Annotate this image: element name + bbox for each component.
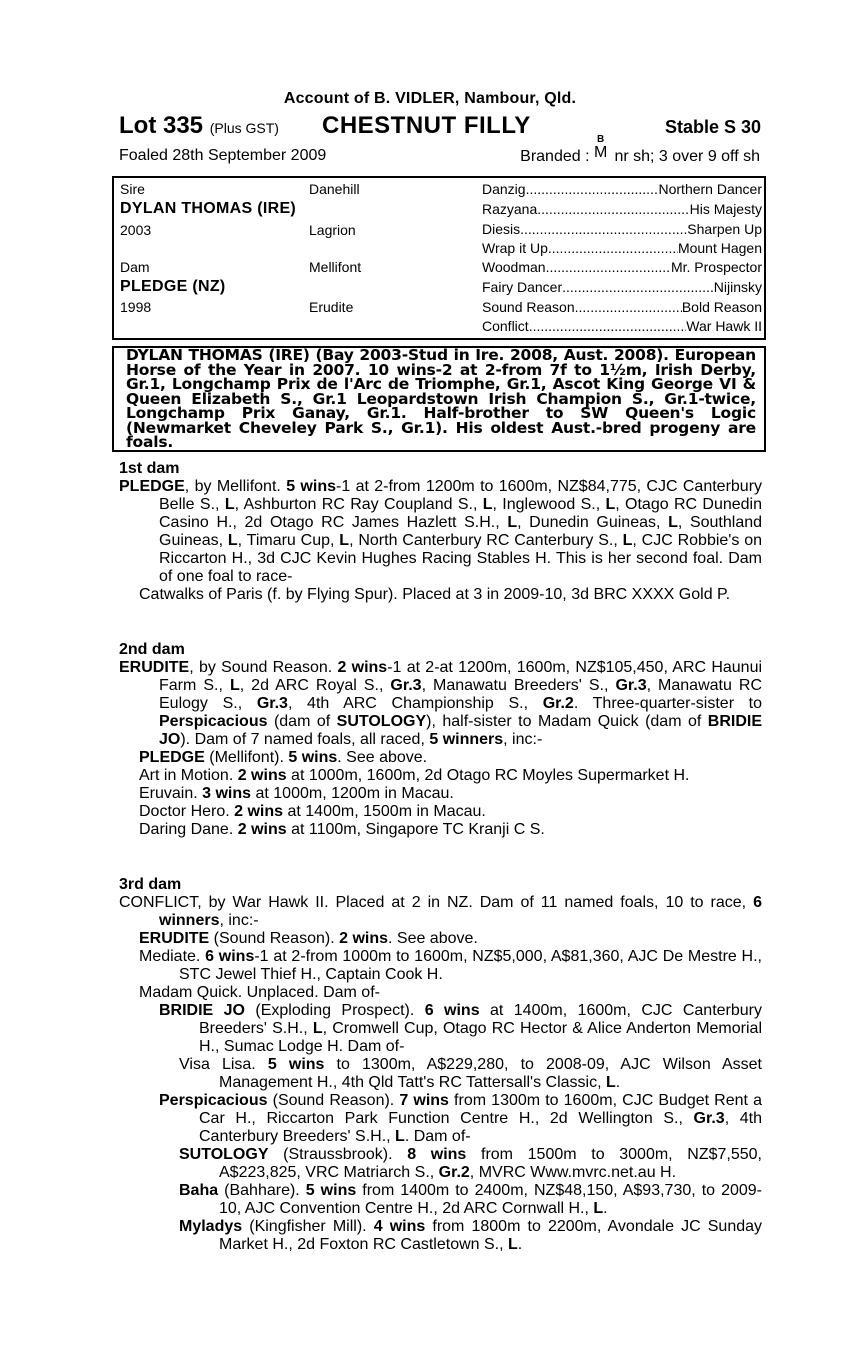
brand-description: Branded : B M nr sh; 3 over 9 off sh [520,134,760,165]
third-dam-great-grand-foal: Myladys (Kingfisher Mill). 4 wins from 1800m to 2200m, Avondale JC Sunday Market H., 2d Foxton RC Castletown S., L. [179,1218,763,1253]
second-dam-foal: Eruvain. 3 wins at 1000m, 1200m in Macau. [139,785,454,802]
dam-year: 1998 [120,299,152,315]
pedigree-table [112,176,766,340]
second-dam-record: ERUDITE, by Sound Reason. 2 wins-1 at 2-at 1200m, 1600m, NZ$105,450, ARC Haunui Farm S., L, 2d ARC Royal S., Gr.3, Manawatu Breeders' S., Gr.3, Manawatu RC Eulogy S., Gr.3, 4th ARC Championship S., Gr.2. Three-quarter-sister to Perspicacious (dam of SUTOLOGY), half-sister to Madam Quick (dam of BRIDIE JO). Dam of 7 named foals, all raced, 5 winners, inc:- [119,659,763,748]
plus-gst-note: (Plus GST) [209,120,279,136]
third-dam-great-grand-foal: SUTOLOGY (Straussbrook). 8 wins from 1500m to 3000m, NZ$7,550, A$223,825, VRC Matriarch S., Gr.2, MVRC Www.mvrc.net.au H. [179,1146,762,1181]
first-dam-heading: 1st dam [119,460,180,477]
sire-summary-box [112,346,766,452]
third-dam-section [119,876,762,1254]
second-dam-heading: 2nd dam [119,641,185,658]
second-dam-foal: Doctor Hero. 2 wins at 1400m, 1500m in Macau. [139,803,486,820]
stable-number: Stable S 30 [664,117,761,137]
sire-year: 2003 [120,222,152,238]
third-dam-foal: Mediate. 6 wins-1 at 2-from 1000m to 1600m, NZ$5,000, A$81,360, AJC De Mestre H., STC Jewel Thief H., Captain Cook H. [139,948,763,983]
sire-summary: DYLAN THOMAS (IRE) (Bay 2003-Stud in Ire. 2008, Aust. 2008). European Horse of the Year in 2007. 10 wins-2 at 2-from 7f to 1½m, Irish Derby, Gr.1, Longchamp Prix de l'Arc de Triomphe, Gr.1, Ascot King George VI & Queen Elizabeth S., Gr.1 Leopardstown Irish Champion S., Gr.1-twice, Longchamp Prix Ganay, Gr.1. Half-brother to SW Queen's Logic (Newmarket Cheveley Park S., Gr.1). His oldest Aust.-bred progeny are foals. [126,346,756,451]
dam-name: PLEDGE (NZ) [120,278,226,295]
third-dam-grand-foal: Perspicacious (Sound Reason). 7 wins from 1300m to 1600m, CJC Budget Rent a Car H., Riccarton Park Function Centre H., 2d Wellington S., Gr.3, 4th Canterbury Breeders' S.H., L. Dam of- [159,1092,762,1145]
lot-line [119,112,761,142]
grandparent-row: Woodman ..... Mr. Prospector [482,259,762,275]
grandparent-row: Wrap it Up ..... Mount Hagen [482,240,762,256]
sire-label: Sire [120,181,145,197]
sire-dam: Lagrion [309,222,356,238]
grandparent-row: Conflict ..... War Hawk II [482,318,762,334]
grandparent-row: Diesis ..... Sharpen Up [482,221,762,237]
third-dam-great-grand-foal: Baha (Bahhare). 5 wins from 1400m to 2400m, NZ$48,150, A$93,730, to 2009-10, AJC Convention Centre H., 2d ARC Cornwall H., L. [179,1182,763,1217]
first-dam-foal: Catwalks of Paris (f. by Flying Spur). Placed at 3 in 2009-10, 3d BRC XXXX Gold P. [139,586,731,603]
brand-mark-icon: B M [593,134,608,161]
lot-number: Lot 335 (Plus GST) [119,112,279,139]
third-dam-record: CONFLICT, by War Hawk II. Placed at 2 in NZ. Dam of 11 named foals, 10 to race, 6 winners, inc:- [119,894,762,929]
second-dam-foal: PLEDGE (Mellifont). 5 wins. See above. [139,749,428,766]
foaled-date: Foaled 28th September 2009 [119,147,327,164]
account-line: Account of B. VIDLER, Nambour, Qld. [283,90,577,107]
sire-name: DYLAN THOMAS (IRE) [120,200,297,217]
dam-label: Dam [120,259,150,275]
first-dam-section [119,460,762,604]
dam-sire: Mellifont [309,259,362,275]
third-dam-heading: 3rd dam [119,876,182,893]
dam-dam: Erudite [309,299,354,315]
sire-sire: Danehill [309,181,360,197]
grandparent-row: Fairy Dancer ..... Nijinsky [482,279,762,295]
third-dam-great-grand-foal: Visa Lisa. 5 wins to 1300m, A$229,280, to 2008-09, AJC Wilson Asset Management H., 4th Qld Tatt's RC Tattersall's Classic, L. [179,1056,763,1091]
second-dam-foal: Daring Dane. 2 wins at 1100m, Singapore TC Kranji C S. [139,821,545,838]
third-dam-foal: ERUDITE (Sound Reason). 2 wins. See above. [139,930,478,947]
second-dam-foal: Art in Motion. 2 wins at 1000m, 1600m, 2d Otago RC Moyles Supermarket H. [139,767,690,784]
grandparent-row: Razyana ..... His Majesty [482,201,762,217]
first-dam-record: PLEDGE, by Mellifont. 5 wins-1 at 2-from 1200m to 1600m, NZ$84,775, CJC Canterbury Belle S., L, Ashburton RC Ray Coupland S., L, Inglewood S., L, Otago RC Dunedin Casino H., 2d Otago RC James Hazlett S.H., L, Dunedin Guineas, L, Southland Guineas, L, Timaru Cup, L, North Canterbury RC Canterbury S., L, CJC Robbie's on Riccarton H., 3d CJC Kevin Hughes Racing Stables H. This is her second foal. Dam of one foal to race- [119,478,763,585]
second-dam-section [119,641,762,839]
third-dam-grand-foal: BRIDIE JO (Exploding Prospect). 6 wins at 1400m, 1600m, CJC Canterbury Breeders' S.H., L, Cromwell Cup, Otago RC Hector & Alice Anderton Memorial H., Sumac Lodge H. Dam of- [159,1002,762,1055]
horse-description: CHESTNUT FILLY [322,112,531,139]
grandparent-row: Danzig ..... Northern Dancer [482,181,762,197]
grandparent-row: Sound Reason ..... Bold Reason [482,299,762,315]
third-dam-foal: Madam Quick. Unplaced. Dam of- [139,984,380,1001]
